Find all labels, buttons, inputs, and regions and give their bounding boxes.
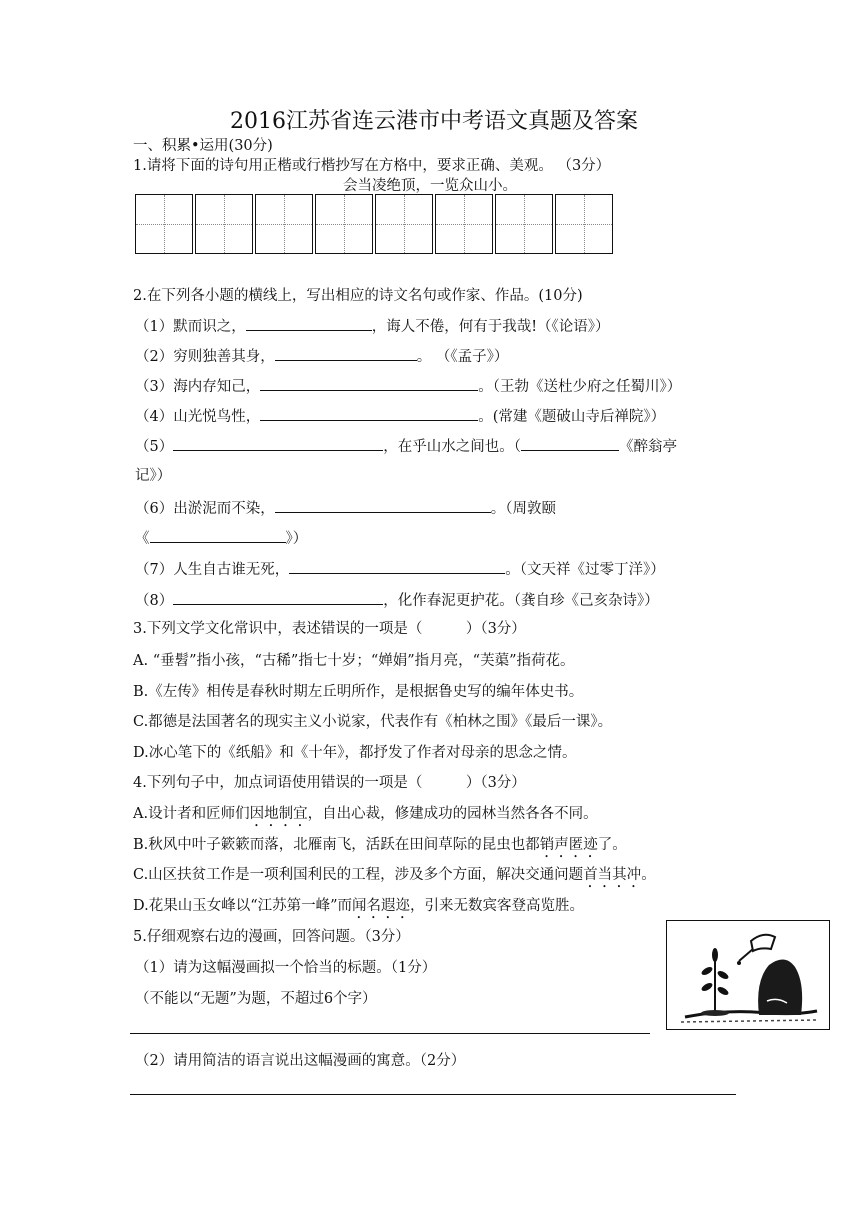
answer-blank[interactable] (173, 590, 383, 605)
answer-blank[interactable] (521, 436, 619, 451)
q2-item-2: （2）穷则独善其身， 。 （《孟子》） (135, 346, 508, 366)
q1-prompt: 1.请将下面的诗句用正楷或行楷抄写在方格中，要求正确、美观。 （3分） (133, 158, 611, 174)
page-title: 2016江苏省连云港市中考语文真题及答案 (230, 109, 638, 134)
answer-line-1[interactable] (130, 1033, 650, 1034)
q4-option-b[interactable]: B.秋风中叶子簌簌而落，北雁南飞，活跃在田间草际的昆虫也都销声匿迹了。 (133, 837, 627, 853)
answer-blank[interactable] (275, 498, 491, 513)
q4-option-c[interactable]: C.山区扶贫工作是一项利国利民的工程，涉及多个方面，解决交通问题首当其冲。 (133, 867, 656, 883)
q2-item-3: （3）海内存知己， 。（王勃《送杜少府之任蜀川》） (135, 376, 681, 396)
q2-item-5: （5） ，在乎山水之间也。（ 《醉翁亭 (135, 436, 677, 456)
answer-line-2[interactable] (130, 1094, 736, 1095)
grid-cell[interactable] (135, 194, 193, 254)
grid-cell[interactable] (375, 194, 433, 254)
q1-poem-line: 会当凌绝顶，一览众山小。 (343, 178, 517, 194)
dotted-phrase: 首当其冲 (583, 867, 642, 883)
answer-blank[interactable] (275, 346, 417, 361)
answer-blank[interactable] (246, 316, 372, 331)
q2-item-5-cont: 记》） (135, 468, 172, 484)
grid-cell[interactable] (195, 194, 253, 254)
grid-cell[interactable] (495, 194, 553, 254)
grid-cell[interactable] (435, 194, 493, 254)
q2-item-6: （6）出淤泥而不染， 。（周敦颐 (135, 498, 556, 518)
grid-cell[interactable] (555, 194, 613, 254)
q3-option-c[interactable]: C.都德是法国著名的现实主义小说家，代表作有《柏林之围》《最后一课》。 (133, 714, 613, 730)
q2-item-8: （8） ，化作春泥更护花。（龚自珍《己亥杂诗》） (135, 590, 659, 610)
q5-sub2: （2）请用简洁的语言说出这幅漫画的寓意。（2分） (135, 1053, 466, 1069)
q2-item-7: （7）人生自古谁无死， 。（文天祥《过零丁洋》） (135, 559, 665, 579)
dotted-phrase: 因地制宜 (249, 806, 308, 822)
cartoon-image (666, 920, 830, 1030)
copy-grid[interactable] (135, 194, 615, 256)
q3-prompt: 3.下列文学文化常识中，表述错误的一项是（ ）（3分） (133, 621, 526, 637)
q3-option-d[interactable]: D.冰心笔下的《纸船》和《十年》，都抒发了作者对母亲的思念之情。 (133, 745, 577, 761)
q4-option-d[interactable]: D.花果山玉女峰以“江苏第一峰”而闻名遐迩，引来无数宾客登高览胜。 (133, 898, 585, 914)
q5-sub1-note: （不能以“无题”为题，不超过6个字） (135, 991, 377, 1007)
section-heading: 一、积累•运用(30分) (133, 138, 273, 154)
answer-blank[interactable] (150, 528, 286, 543)
q2-prompt: 2.在下列各小题的横线上，写出相应的诗文名句或作家、作品。(10分) (133, 288, 583, 304)
q2-item-4: （4）山光悦鸟性， 。(常建《题破山寺后禅院》） (135, 406, 665, 426)
grid-cell[interactable] (315, 194, 373, 254)
dotted-phrase: 销声匿迹 (539, 837, 598, 853)
q2-item-1: （1）默而识之， ，诲人不倦，何有于我哉!（《论语》） (135, 316, 610, 336)
q2-item-6-cont: 《 》） (135, 528, 307, 548)
cartoon-drawing (667, 921, 828, 1028)
q3-option-b[interactable]: B.《左传》相传是春秋时期左丘明所作，是根据鲁史写的编年体史书。 (133, 684, 584, 700)
answer-blank[interactable] (289, 559, 505, 574)
q5-prompt: 5.仔细观察右边的漫画，回答问题。（3分） (133, 929, 410, 945)
q3-option-a[interactable]: A. “垂髫”指小孩，“古稀”指七十岁；“婵娟”指月亮，“芙蕖”指荷花。 (133, 653, 575, 669)
answer-blank[interactable] (173, 436, 383, 451)
grid-cell[interactable] (255, 194, 313, 254)
dotted-phrase: 闻名遐迩 (352, 898, 411, 914)
q5-sub1: （1）请为这幅漫画拟一个恰当的标题。（1分） (135, 960, 437, 976)
q4-prompt: 4.下列句子中，加点词语使用错误的一项是（ ）（3分） (133, 775, 526, 791)
q4-option-a[interactable]: A.设计者和匠师们因地制宜，自出心裁，修建成功的园林当然各各不同。 (133, 806, 598, 822)
answer-blank[interactable] (260, 406, 478, 421)
answer-blank[interactable] (260, 376, 478, 391)
